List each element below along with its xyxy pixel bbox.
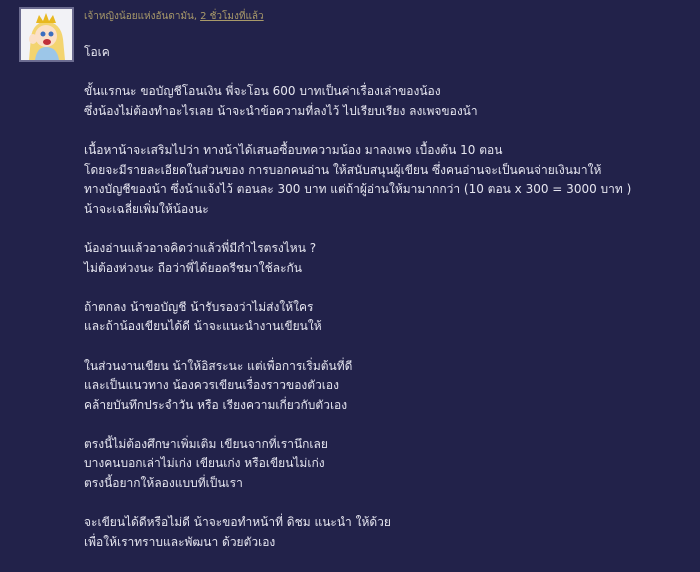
- text-line: น้าจะเฉลี่ยเพิ่มให้น้องนะ: [84, 201, 209, 216]
- text-line: ในส่วนงานเขียน น้าให้อิสระนะ แต่เพื่อการเริ่มต้นที่ดี: [84, 358, 353, 373]
- princess-avatar-icon: [21, 9, 72, 60]
- text-line: โอเค: [84, 45, 110, 59]
- text-line: คล้ายบันทึกประจำวัน หรือ เรียงความเกี่ยวกับตัวเอง: [84, 397, 348, 412]
- paragraph: [84, 513, 631, 552]
- text-line: โดยจะมีรายละเอียดในส่วนของ การบอกคนอ่าน ให้สนับสนุนผู้เขียน ซึ่งคนอ่านจะเป็นคนจ่ายเงินมาให้: [84, 162, 602, 177]
- text-line: และถ้าน้องเขียนได้ดี น้าจะแนะนำงานเขียนให้: [84, 319, 322, 334]
- paragraph: [84, 357, 631, 416]
- author-name[interactable]: เจ้าหญิงน้อยแห่งอันดามัน: [84, 11, 194, 22]
- post-time[interactable]: 2 ชั่วโมงที่แล้ว: [200, 11, 264, 22]
- paragraph: [84, 239, 631, 278]
- paragraph: [84, 435, 631, 494]
- paragraph: [84, 298, 631, 337]
- text-line: ทางบัญชีของน้า ซึ่งน้าแจ้งไว้ ตอนละ 300 บาท แต่ถ้าผู้อ่านให้มามากกว่า (10 ตอน x 300 = 3000 บาท ): [84, 182, 632, 197]
- post-body: [84, 43, 631, 572]
- paragraph: [84, 43, 631, 63]
- text-line: ตรงนี้ไม่ต้องศึกษาเพิ่มเติม เขียนจากที่เรานึกเลย: [84, 436, 328, 451]
- text-line: เนื้อหาน้าจะเสริมไปว่า ทางน้าได้เสนอซื้อบทความน้อง มาลงเพจ เบื้องต้น 10 ตอน: [84, 142, 503, 157]
- text-line: ไม่ต้องห่วงนะ ถือว่าพี่ได้ยอดรีชมาใช้ละกัน: [84, 260, 303, 275]
- paragraph: [84, 141, 631, 219]
- post-meta: เจ้าหญิงน้อยแห่งอันดามัน, 2 ชั่วโมงที่แล้ว: [84, 11, 264, 22]
- paragraph: [84, 82, 631, 121]
- text-line: เพื่อให้เราทราบและพัฒนา ด้วยตัวเอง: [84, 534, 276, 549]
- text-line: และเป็นแนวทาง น้องควรเขียนเรื่องราวของตัวเอง: [84, 378, 339, 393]
- text-line: ขั้นแรกนะ ขอบัญชีโอนเงิน พี่จะโอน 600 บาทเป็นค่าเรื่องเล่าของน้อง: [84, 84, 441, 99]
- text-line: ซึ่งน้องไม่ต้องทำอะไรเลย น้าจะนำข้อความที่ลงไว้ ไปเรียบเรียง ลงเพจของน้า: [84, 103, 478, 118]
- avatar[interactable]: [19, 7, 74, 62]
- text-line: จะเขียนได้ดีหรือไม่ดี น้าจะขอทำหน้าที่ ดิชม แนะนำ ให้ด้วย: [84, 515, 391, 530]
- text-line: น้องอ่านแล้วอาจคิดว่าแล้วพี่มีกำไรตรงไหน ?: [84, 240, 317, 255]
- text-line: ถ้าตกลง น้าขอบัญชี น้ารับรองว่าไม่ส่งให้ใคร: [84, 299, 314, 314]
- text-line: บางคนบอกเล่าไม่เก่ง เขียนเก่ง หรือเขียนไม่เก่ง: [84, 456, 325, 471]
- text-line: ตรงนี้อยากให้ลองแบบที่เป็นเรา: [84, 476, 243, 491]
